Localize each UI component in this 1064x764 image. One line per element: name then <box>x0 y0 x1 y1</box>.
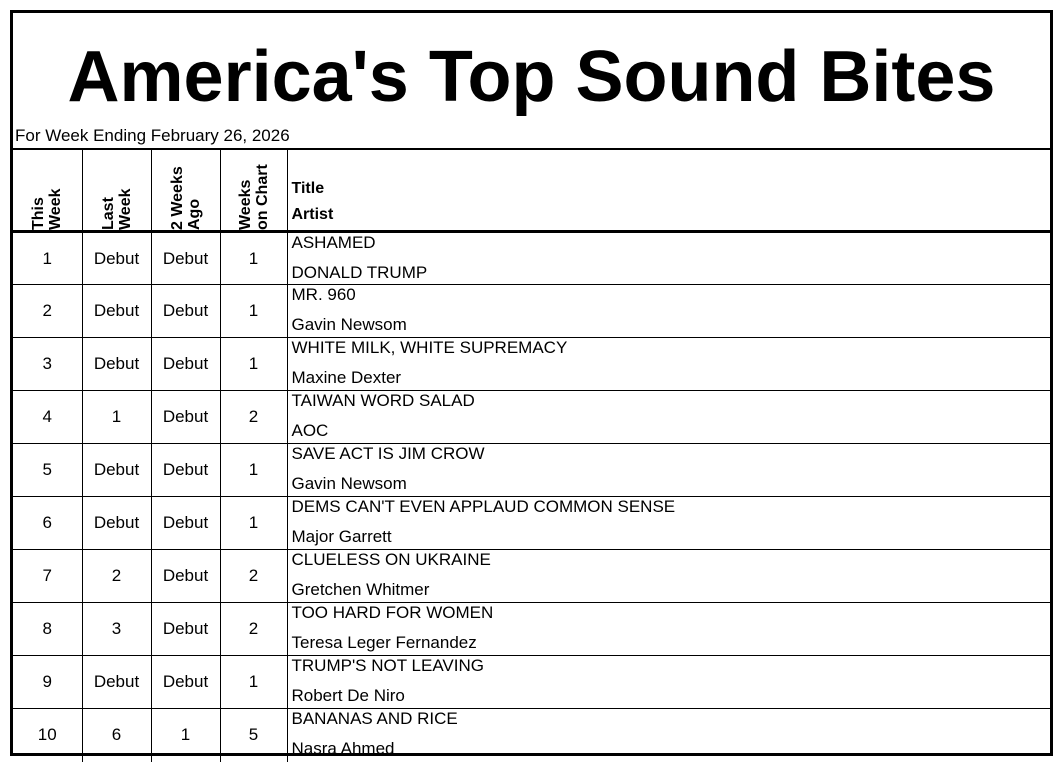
last-week-cell: Debut <box>82 497 151 550</box>
col-header-this-week <box>13 149 82 232</box>
last-week-cell: Debut <box>82 338 151 391</box>
song-cell <box>287 497 1050 550</box>
two-weeks-ago-cell: Debut <box>151 497 220 550</box>
last-week-cell: 6 <box>82 709 151 762</box>
weeks-on-chart-cell: 1 <box>220 656 287 709</box>
two-weeks-ago-cell: Debut <box>151 444 220 497</box>
two-weeks-ago-cell: Debut <box>151 338 220 391</box>
last-week-cell: Debut <box>82 656 151 709</box>
table-row <box>13 656 1050 709</box>
weeks-on-chart-cell: 2 <box>220 550 287 603</box>
col-header-artist: Artist <box>291 206 334 223</box>
song-title: DEMS CAN'T EVEN APPLAUD COMMON SENSE <box>291 497 676 516</box>
last-week-cell: Debut <box>82 232 151 285</box>
song-cell <box>287 444 1050 497</box>
this-week-cell: 10 <box>13 709 82 762</box>
this-week-cell: 6 <box>13 497 82 550</box>
table-row <box>13 709 1050 762</box>
col-header-title: Title <box>291 180 325 197</box>
this-week-cell: 4 <box>13 391 82 444</box>
last-week-cell: 2 <box>82 550 151 603</box>
col-header-weeks-on-chart-line2: on Chart <box>253 164 271 230</box>
col-header-this-week-line2: Week <box>47 188 65 230</box>
table-row <box>13 603 1050 656</box>
col-header-weeks-on-chart-line1: Weeks <box>236 179 254 230</box>
song-cell <box>287 285 1050 338</box>
table-row <box>13 285 1050 338</box>
song-cell <box>287 709 1050 762</box>
table-row <box>13 338 1050 391</box>
col-header-last-week-line1: Last <box>99 197 117 230</box>
song-artist: Nasra Ahmed <box>291 739 395 758</box>
two-weeks-ago-cell: Debut <box>151 656 220 709</box>
page-title: America's Top Sound Bites <box>67 37 996 117</box>
two-weeks-ago-cell: Debut <box>151 603 220 656</box>
last-week-cell: Debut <box>82 285 151 338</box>
song-artist: Robert De Niro <box>291 686 405 705</box>
chart-table <box>13 148 1050 762</box>
two-weeks-ago-cell: Debut <box>151 285 220 338</box>
this-week-cell: 7 <box>13 550 82 603</box>
col-header-this-week-line1: This <box>30 197 48 230</box>
song-cell <box>287 603 1050 656</box>
weeks-on-chart-cell: 5 <box>220 709 287 762</box>
song-artist: Gretchen Whitmer <box>291 580 430 599</box>
table-row <box>13 497 1050 550</box>
weeks-on-chart-cell: 1 <box>220 497 287 550</box>
song-artist: Teresa Leger Fernandez <box>291 633 477 652</box>
song-title: MR. 960 <box>291 285 356 304</box>
two-weeks-ago-cell: 1 <box>151 709 220 762</box>
this-week-cell: 3 <box>13 338 82 391</box>
weeks-on-chart-cell: 2 <box>220 603 287 656</box>
table-row <box>13 232 1050 285</box>
this-week-cell: 2 <box>13 285 82 338</box>
song-artist: AOC <box>291 421 329 440</box>
song-artist: DONALD TRUMP <box>291 263 428 282</box>
last-week-cell: Debut <box>82 444 151 497</box>
song-artist: Gavin Newsom <box>291 474 407 493</box>
week-ending-label: For Week Ending February 26, 2026 <box>15 126 290 145</box>
song-title: SAVE ACT IS JIM CROW <box>291 444 485 463</box>
weeks-on-chart-cell: 1 <box>220 338 287 391</box>
this-week-cell: 9 <box>13 656 82 709</box>
weeks-on-chart-cell: 2 <box>220 391 287 444</box>
table-row <box>13 391 1050 444</box>
song-cell <box>287 232 1050 285</box>
col-header-last-week-line2: Week <box>116 188 134 230</box>
song-title: BANANAS AND RICE <box>291 709 458 728</box>
col-header-last-week <box>82 149 151 232</box>
song-cell <box>287 550 1050 603</box>
col-header-weeks-on-chart <box>220 149 287 232</box>
song-title: WHITE MILK, WHITE SUPREMACY <box>291 338 568 357</box>
table-row <box>13 550 1050 603</box>
col-header-two-weeks-ago-line1: 2 Weeks <box>168 166 186 230</box>
last-week-cell: 3 <box>82 603 151 656</box>
col-header-two-weeks-ago <box>151 149 220 232</box>
song-title: TRUMP'S NOT LEAVING <box>291 656 484 675</box>
song-title: CLUELESS ON UKRAINE <box>291 550 491 569</box>
weeks-on-chart-cell: 1 <box>220 285 287 338</box>
col-header-two-weeks-ago-line2: Ago <box>185 198 203 230</box>
col-header-title-artist <box>287 149 1050 232</box>
two-weeks-ago-cell: Debut <box>151 550 220 603</box>
this-week-cell: 5 <box>13 444 82 497</box>
two-weeks-ago-cell: Debut <box>151 391 220 444</box>
song-cell <box>287 391 1050 444</box>
song-artist: Maxine Dexter <box>291 368 402 387</box>
song-title: TAIWAN WORD SALAD <box>291 391 475 410</box>
this-week-cell: 1 <box>13 232 82 285</box>
song-cell <box>287 656 1050 709</box>
song-title: ASHAMED <box>291 233 376 252</box>
this-week-cell: 8 <box>13 603 82 656</box>
weeks-on-chart-cell: 1 <box>220 444 287 497</box>
song-artist: Major Garrett <box>291 527 392 546</box>
last-week-cell: 1 <box>82 391 151 444</box>
header-row <box>13 149 1050 232</box>
song-title: TOO HARD FOR WOMEN <box>291 603 494 622</box>
weeks-on-chart-cell: 1 <box>220 232 287 285</box>
sound-bites-chart <box>10 10 1053 756</box>
two-weeks-ago-cell: Debut <box>151 232 220 285</box>
song-artist: Gavin Newsom <box>291 315 407 334</box>
table-row <box>13 444 1050 497</box>
song-cell <box>287 338 1050 391</box>
